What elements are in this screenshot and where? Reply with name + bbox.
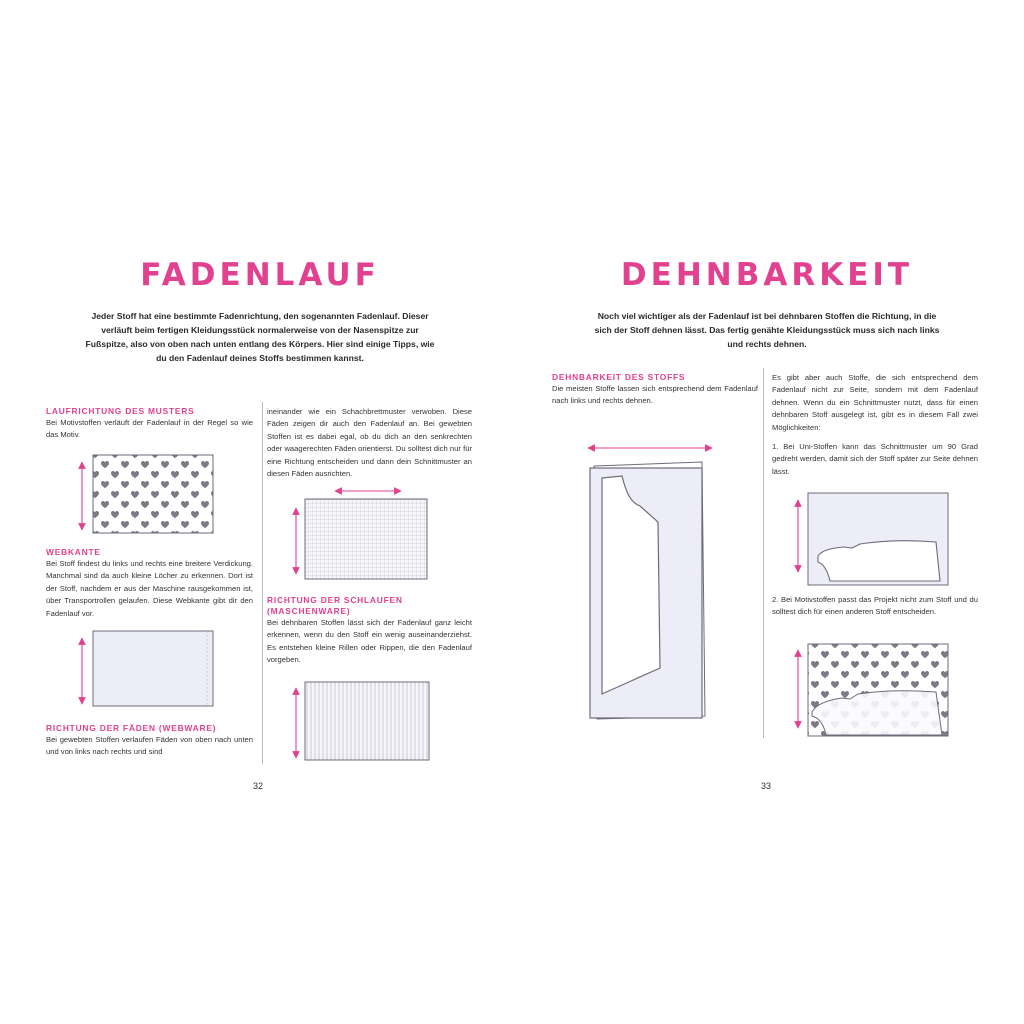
section-text: Bei gewebten Stoffen verlaufen Fäden von oben nach unten und von links nach rechts und sind bbox=[46, 735, 253, 757]
section-text: Die meisten Stoffe lassen sich entsprechend dem Fadenlauf nach links und rechts dehnen. bbox=[552, 384, 758, 406]
page-number: 33 bbox=[760, 781, 771, 791]
section-motiv bbox=[772, 594, 978, 619]
section-heading: DEHNBARKEIT DES STOFFS bbox=[552, 372, 686, 382]
right-intro-wrap bbox=[592, 309, 942, 351]
section-faeden bbox=[46, 723, 253, 759]
knit-fabric-illustration bbox=[285, 678, 435, 768]
page-title: DEHNBARKEIT bbox=[620, 257, 914, 293]
section-andere bbox=[772, 372, 978, 434]
section-text: Bei dehnbaren Stoffen lässt sich der Fadenlauf ganz leicht erkennen, wenn du den Stoff ein wenig auseinanderziehst. Es entstehen kleine Rillen oder Rippen, die den Fadenlauf vorgeben. bbox=[267, 618, 472, 665]
rotated-pattern-illustration bbox=[790, 490, 950, 590]
column-divider bbox=[763, 368, 764, 738]
hearts-fabric-illustration bbox=[70, 450, 220, 540]
section-heading: LAUFRICHTUNG DES MUSTERS bbox=[46, 406, 195, 416]
section-uni bbox=[772, 441, 978, 478]
knit-ribs-swatch bbox=[305, 682, 429, 760]
left-intro-wrap bbox=[85, 309, 435, 365]
section-text: 2. Bei Motivstoffen passt das Projekt nicht zum Stoff und du solltest dich für einen anderen Stoff entscheiden. bbox=[772, 595, 978, 617]
column-divider bbox=[262, 402, 263, 764]
section-faeden-cont bbox=[267, 406, 472, 480]
plain-fabric-swatch bbox=[93, 631, 213, 706]
section-dehnbarkeit bbox=[552, 372, 758, 408]
page-number: 32 bbox=[252, 781, 263, 791]
motif-pattern-illustration bbox=[790, 640, 950, 740]
hearts-fabric-swatch bbox=[93, 455, 213, 533]
section-schlaufen bbox=[267, 595, 472, 667]
woven-grid-swatch bbox=[305, 499, 427, 579]
stretch-fabric-illustration bbox=[582, 436, 722, 726]
section-text: ineinander wie ein Schachbrettmuster verwoben. Diese Fäden zeigen dir auch den Fadenlauf an. Bei gewebten Stoffen ist es dabei egal, ob du dich an den senkrechten oder waagerechten Fäden orientierst. Du solltest dich nur für eine Richtung entscheiden und dann dein Schnittmuster an diesen Fäden ausrichten. bbox=[267, 407, 472, 479]
page-title: FADENLAUF bbox=[140, 257, 380, 293]
right-title-wrap bbox=[567, 257, 967, 293]
section-webkante bbox=[46, 547, 253, 620]
section-heading: RICHTUNG DER SCHLAUFEN (MASCHENWARE) bbox=[267, 595, 403, 616]
section-heading: RICHTUNG DER FÄDEN (WEBWARE) bbox=[46, 723, 217, 733]
intro-text: Jeder Stoff hat eine bestimmte Fadenrichtung, den sogenannten Fadenlauf. Dieser verläuft beim fertigen Kleidungsstück normalerweise von der Nasenspitze zur Fußspitze, also von oben nach unten entlang des Körpers. Hier sind einige Tipps, wie du den Fadenlauf deines Stoffs bestimmen kannst. bbox=[85, 311, 435, 363]
woven-fabric-illustration bbox=[285, 484, 435, 584]
section-text: Bei Motivstoffen verläuft der Fadenlauf in der Regel so wie das Motiv. bbox=[46, 418, 253, 440]
section-text: 1. Bei Uni-Stoffen kann das Schnittmuster um 90 Grad gedreht werden, damit sich der Stoff später zur Seite dehnen lässt. bbox=[772, 442, 978, 476]
section-text: Bei Stoff findest du links und rechts eine breitere Verdickung. Manchmal sind da auch kleine Löcher zu erkennen. Dort ist der Stoff, nachdem er aus der Maschine rausgekommen ist, über Transportrollen gelaufen. Diese Webkante gibt dir den Fadenlauf vor. bbox=[46, 559, 253, 618]
selvage-fabric-illustration bbox=[70, 628, 220, 710]
intro-text: Noch viel wichtiger als der Fadenlauf ist bei dehnbaren Stoffen die Richtung, in die sich der Stoff dehnen lässt. Das fertig genähte Kleidungsstück muss sich nach links und rechts dehnen. bbox=[594, 311, 940, 349]
section-laufrichtung bbox=[46, 406, 253, 442]
section-heading: WEBKANTE bbox=[46, 547, 101, 557]
section-text: Es gibt aber auch Stoffe, die sich entsprechend dem Fadenlauf nicht zur Seite, sondern mit dem Fadenlauf dehnen. Wenn du ein Schnittmuster nutzt, dass für einen dehnbaren Stoff ausgelegt ist, gibt es in diesem Fall zwei Möglichkeiten: bbox=[772, 373, 978, 432]
left-title-wrap bbox=[60, 257, 460, 293]
